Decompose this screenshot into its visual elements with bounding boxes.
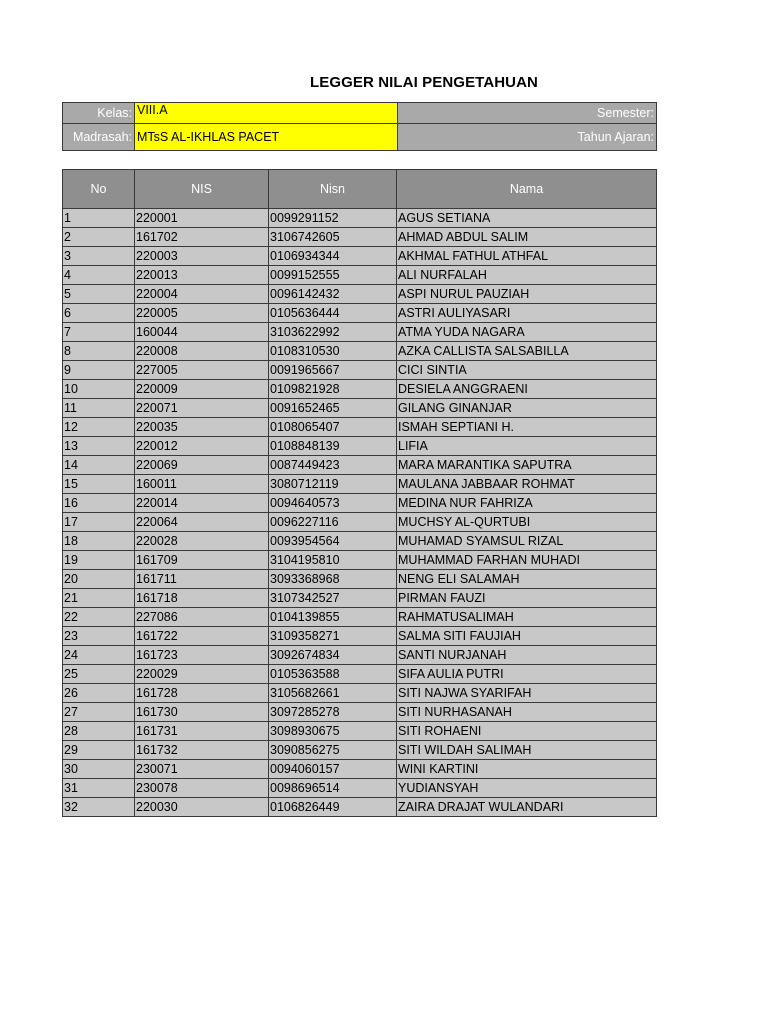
cell-nis[interactable]: 161711 <box>135 570 269 589</box>
cell-nisn[interactable]: 0087449423 <box>269 456 397 475</box>
cell-nisn[interactable]: 0091965667 <box>269 361 397 380</box>
table-header-row <box>63 170 657 209</box>
cell-nama[interactable]: SIFA AULIA PUTRI <box>397 665 657 684</box>
cell-nisn[interactable]: 3105682661 <box>269 684 397 703</box>
cell-nisn[interactable]: 0096142432 <box>269 285 397 304</box>
cell-nis[interactable]: 220008 <box>135 342 269 361</box>
cell-nis[interactable]: 220064 <box>135 513 269 532</box>
cell-no[interactable]: 22 <box>63 608 135 627</box>
cell-nama[interactable]: MUHAMMAD FARHAN MUHADI <box>397 551 657 570</box>
table-row <box>63 779 657 798</box>
cell-nama[interactable]: SANTI NURJANAH <box>397 646 657 665</box>
cell-nama[interactable]: ISMAH SEPTIANI H. <box>397 418 657 437</box>
cell-no[interactable]: 28 <box>63 722 135 741</box>
info-row-kelas <box>63 103 657 124</box>
cell-nis[interactable]: 220013 <box>135 266 269 285</box>
cell-nis[interactable]: 220030 <box>135 798 269 817</box>
cell-nis[interactable]: 161723 <box>135 646 269 665</box>
cell-nama[interactable]: SALMA SITI FAUJIAH <box>397 627 657 646</box>
cell-nis[interactable]: 230078 <box>135 779 269 798</box>
table-row <box>63 798 657 817</box>
kelas-value[interactable]: VIII.A <box>135 103 398 124</box>
cell-nis[interactable]: 220004 <box>135 285 269 304</box>
cell-no[interactable]: 19 <box>63 551 135 570</box>
cell-no[interactable]: 16 <box>63 494 135 513</box>
cell-nama[interactable]: ASPI NURUL PAUZIAH <box>397 285 657 304</box>
cell-no[interactable]: 18 <box>63 532 135 551</box>
cell-no[interactable]: 4 <box>63 266 135 285</box>
madrasah-value[interactable]: MTsS AL-IKHLAS PACET <box>135 124 398 151</box>
cell-nisn[interactable]: 0105636444 <box>269 304 397 323</box>
student-table <box>62 169 657 817</box>
table-row <box>63 513 657 532</box>
table-row <box>63 304 657 323</box>
cell-nisn[interactable]: 3092674834 <box>269 646 397 665</box>
cell-no[interactable]: 24 <box>63 646 135 665</box>
cell-no[interactable]: 10 <box>63 380 135 399</box>
table-row <box>63 760 657 779</box>
cell-nis[interactable]: 161730 <box>135 703 269 722</box>
cell-no[interactable]: 21 <box>63 589 135 608</box>
cell-nis[interactable]: 220071 <box>135 399 269 418</box>
header-no: No <box>63 170 135 209</box>
cell-nama[interactable]: MEDINA NUR FAHRIZA <box>397 494 657 513</box>
cell-nis[interactable]: 160011 <box>135 475 269 494</box>
cell-no[interactable]: 9 <box>63 361 135 380</box>
cell-nisn[interactable]: 0098696514 <box>269 779 397 798</box>
cell-no[interactable]: 6 <box>63 304 135 323</box>
cell-nis[interactable]: 220029 <box>135 665 269 684</box>
cell-nis[interactable]: 227005 <box>135 361 269 380</box>
cell-nama[interactable]: PIRMAN FAUZI <box>397 589 657 608</box>
cell-nama[interactable]: SITI WILDAH SALIMAH <box>397 741 657 760</box>
table-row <box>63 665 657 684</box>
table-row <box>63 285 657 304</box>
tahun-ajaran-label: Tahun Ajaran: <box>398 124 657 151</box>
table-row <box>63 608 657 627</box>
table-row <box>63 228 657 247</box>
table-row <box>63 399 657 418</box>
cell-nisn[interactable]: 0091652465 <box>269 399 397 418</box>
cell-nisn[interactable]: 0099152555 <box>269 266 397 285</box>
cell-nisn[interactable]: 0108310530 <box>269 342 397 361</box>
cell-nisn[interactable]: 0094640573 <box>269 494 397 513</box>
cell-nis[interactable]: 220069 <box>135 456 269 475</box>
cell-nisn[interactable]: 0109821928 <box>269 380 397 399</box>
cell-nisn[interactable]: 0104139855 <box>269 608 397 627</box>
cell-nama[interactable]: SITI NAJWA SYARIFAH <box>397 684 657 703</box>
cell-nis[interactable]: 220035 <box>135 418 269 437</box>
cell-no[interactable]: 26 <box>63 684 135 703</box>
cell-nis[interactable]: 161732 <box>135 741 269 760</box>
cell-no[interactable]: 25 <box>63 665 135 684</box>
cell-nisn[interactable]: 0106826449 <box>269 798 397 817</box>
cell-nisn[interactable]: 3080712119 <box>269 475 397 494</box>
table-row <box>63 475 657 494</box>
cell-nama[interactable]: AGUS SETIANA <box>397 209 657 228</box>
table-row <box>63 247 657 266</box>
cell-nis[interactable]: 161728 <box>135 684 269 703</box>
info-row-madrasah <box>63 124 657 151</box>
table-row <box>63 703 657 722</box>
table-row <box>63 380 657 399</box>
cell-nisn[interactable]: 0108848139 <box>269 437 397 456</box>
cell-nisn[interactable]: 0099291152 <box>269 209 397 228</box>
cell-no[interactable]: 30 <box>63 760 135 779</box>
cell-nisn[interactable]: 3097285278 <box>269 703 397 722</box>
table-row <box>63 722 657 741</box>
cell-no[interactable]: 13 <box>63 437 135 456</box>
cell-nis[interactable]: 161718 <box>135 589 269 608</box>
header-nisn: Nisn <box>269 170 397 209</box>
cell-no[interactable]: 15 <box>63 475 135 494</box>
cell-nama[interactable]: YUDIANSYAH <box>397 779 657 798</box>
cell-nama[interactable]: ASTRI AULIYASARI <box>397 304 657 323</box>
cell-no[interactable]: 5 <box>63 285 135 304</box>
cell-nisn[interactable]: 0108065407 <box>269 418 397 437</box>
cell-no[interactable]: 12 <box>63 418 135 437</box>
table-row <box>63 627 657 646</box>
table-row <box>63 494 657 513</box>
cell-nama[interactable]: RAHMATUSALIMAH <box>397 608 657 627</box>
cell-no[interactable]: 8 <box>63 342 135 361</box>
cell-nisn[interactable]: 3090856275 <box>269 741 397 760</box>
cell-nis[interactable]: 220001 <box>135 209 269 228</box>
cell-nama[interactable]: AZKA CALLISTA SALSABILLA <box>397 342 657 361</box>
cell-no[interactable]: 14 <box>63 456 135 475</box>
cell-nisn[interactable]: 0096227116 <box>269 513 397 532</box>
table-row <box>63 437 657 456</box>
kelas-label: Kelas: <box>63 103 135 124</box>
cell-no[interactable]: 2 <box>63 228 135 247</box>
semester-label: Semester: <box>398 103 657 124</box>
table-row <box>63 266 657 285</box>
cell-nama[interactable]: SITI NURHASANAH <box>397 703 657 722</box>
table-row <box>63 209 657 228</box>
cell-nama[interactable]: SITI ROHAENI <box>397 722 657 741</box>
cell-nis[interactable]: 161702 <box>135 228 269 247</box>
cell-nisn[interactable]: 0105363588 <box>269 665 397 684</box>
cell-nis[interactable]: 220014 <box>135 494 269 513</box>
cell-nama[interactable]: LIFIA <box>397 437 657 456</box>
cell-no[interactable]: 7 <box>63 323 135 342</box>
cell-nis[interactable]: 230071 <box>135 760 269 779</box>
cell-nisn[interactable]: 3107342527 <box>269 589 397 608</box>
cell-nisn[interactable]: 3093368968 <box>269 570 397 589</box>
cell-nisn[interactable]: 3103622992 <box>269 323 397 342</box>
cell-no[interactable]: 3 <box>63 247 135 266</box>
cell-nis[interactable]: 227086 <box>135 608 269 627</box>
cell-nis[interactable]: 161731 <box>135 722 269 741</box>
cell-no[interactable]: 31 <box>63 779 135 798</box>
cell-nisn[interactable]: 0094060157 <box>269 760 397 779</box>
cell-nama[interactable]: AHMAD ABDUL SALIM <box>397 228 657 247</box>
cell-nama[interactable]: ZAIRA DRAJAT WULANDARI <box>397 798 657 817</box>
cell-nama[interactable]: MUCHSY AL-QURTUBI <box>397 513 657 532</box>
table-row <box>63 741 657 760</box>
cell-nisn[interactable]: 0093954564 <box>269 532 397 551</box>
cell-nama[interactable]: AKHMAL FATHUL ATHFAL <box>397 247 657 266</box>
cell-no[interactable]: 20 <box>63 570 135 589</box>
cell-nama[interactable]: MAULANA JABBAAR ROHMAT <box>397 475 657 494</box>
table-row <box>63 323 657 342</box>
info-table <box>62 102 657 151</box>
cell-nisn[interactable]: 3106742605 <box>269 228 397 247</box>
cell-nama[interactable]: MARA MARANTIKA SAPUTRA <box>397 456 657 475</box>
cell-nisn[interactable]: 3098930675 <box>269 722 397 741</box>
cell-nama[interactable]: CICI SINTIA <box>397 361 657 380</box>
table-row <box>63 589 657 608</box>
cell-nama[interactable]: WINI KARTINI <box>397 760 657 779</box>
table-row <box>63 684 657 703</box>
table-row <box>63 551 657 570</box>
cell-nis[interactable]: 220028 <box>135 532 269 551</box>
cell-no[interactable]: 17 <box>63 513 135 532</box>
page-title: LEGGER NILAI PENGETAHUAN <box>310 74 538 91</box>
cell-nis[interactable]: 220003 <box>135 247 269 266</box>
cell-nama[interactable]: NENG ELI SALAMAH <box>397 570 657 589</box>
table-row <box>63 646 657 665</box>
cell-nisn[interactable]: 3109358271 <box>269 627 397 646</box>
table-row <box>63 532 657 551</box>
cell-nama[interactable]: DESIELA ANGGRAENI <box>397 380 657 399</box>
cell-no[interactable]: 11 <box>63 399 135 418</box>
cell-nisn[interactable]: 3104195810 <box>269 551 397 570</box>
cell-nis[interactable]: 220009 <box>135 380 269 399</box>
cell-nis[interactable]: 160044 <box>135 323 269 342</box>
table-row <box>63 456 657 475</box>
header-nis: NIS <box>135 170 269 209</box>
cell-no[interactable]: 27 <box>63 703 135 722</box>
cell-nis[interactable]: 161709 <box>135 551 269 570</box>
cell-nama[interactable]: ATMA YUDA NAGARA <box>397 323 657 342</box>
cell-no[interactable]: 1 <box>63 209 135 228</box>
cell-nis[interactable]: 220012 <box>135 437 269 456</box>
cell-nama[interactable]: MUHAMAD SYAMSUL RIZAL <box>397 532 657 551</box>
cell-nis[interactable]: 161722 <box>135 627 269 646</box>
table-row <box>63 418 657 437</box>
cell-no[interactable]: 23 <box>63 627 135 646</box>
cell-nama[interactable]: ALI NURFALAH <box>397 266 657 285</box>
cell-no[interactable]: 32 <box>63 798 135 817</box>
cell-nama[interactable]: GILANG GINANJAR <box>397 399 657 418</box>
table-row <box>63 361 657 380</box>
header-nama: Nama <box>397 170 657 209</box>
cell-nisn[interactable]: 0106934344 <box>269 247 397 266</box>
table-row <box>63 342 657 361</box>
madrasah-label: Madrasah: <box>63 124 135 151</box>
cell-nis[interactable]: 220005 <box>135 304 269 323</box>
cell-no[interactable]: 29 <box>63 741 135 760</box>
table-row <box>63 570 657 589</box>
